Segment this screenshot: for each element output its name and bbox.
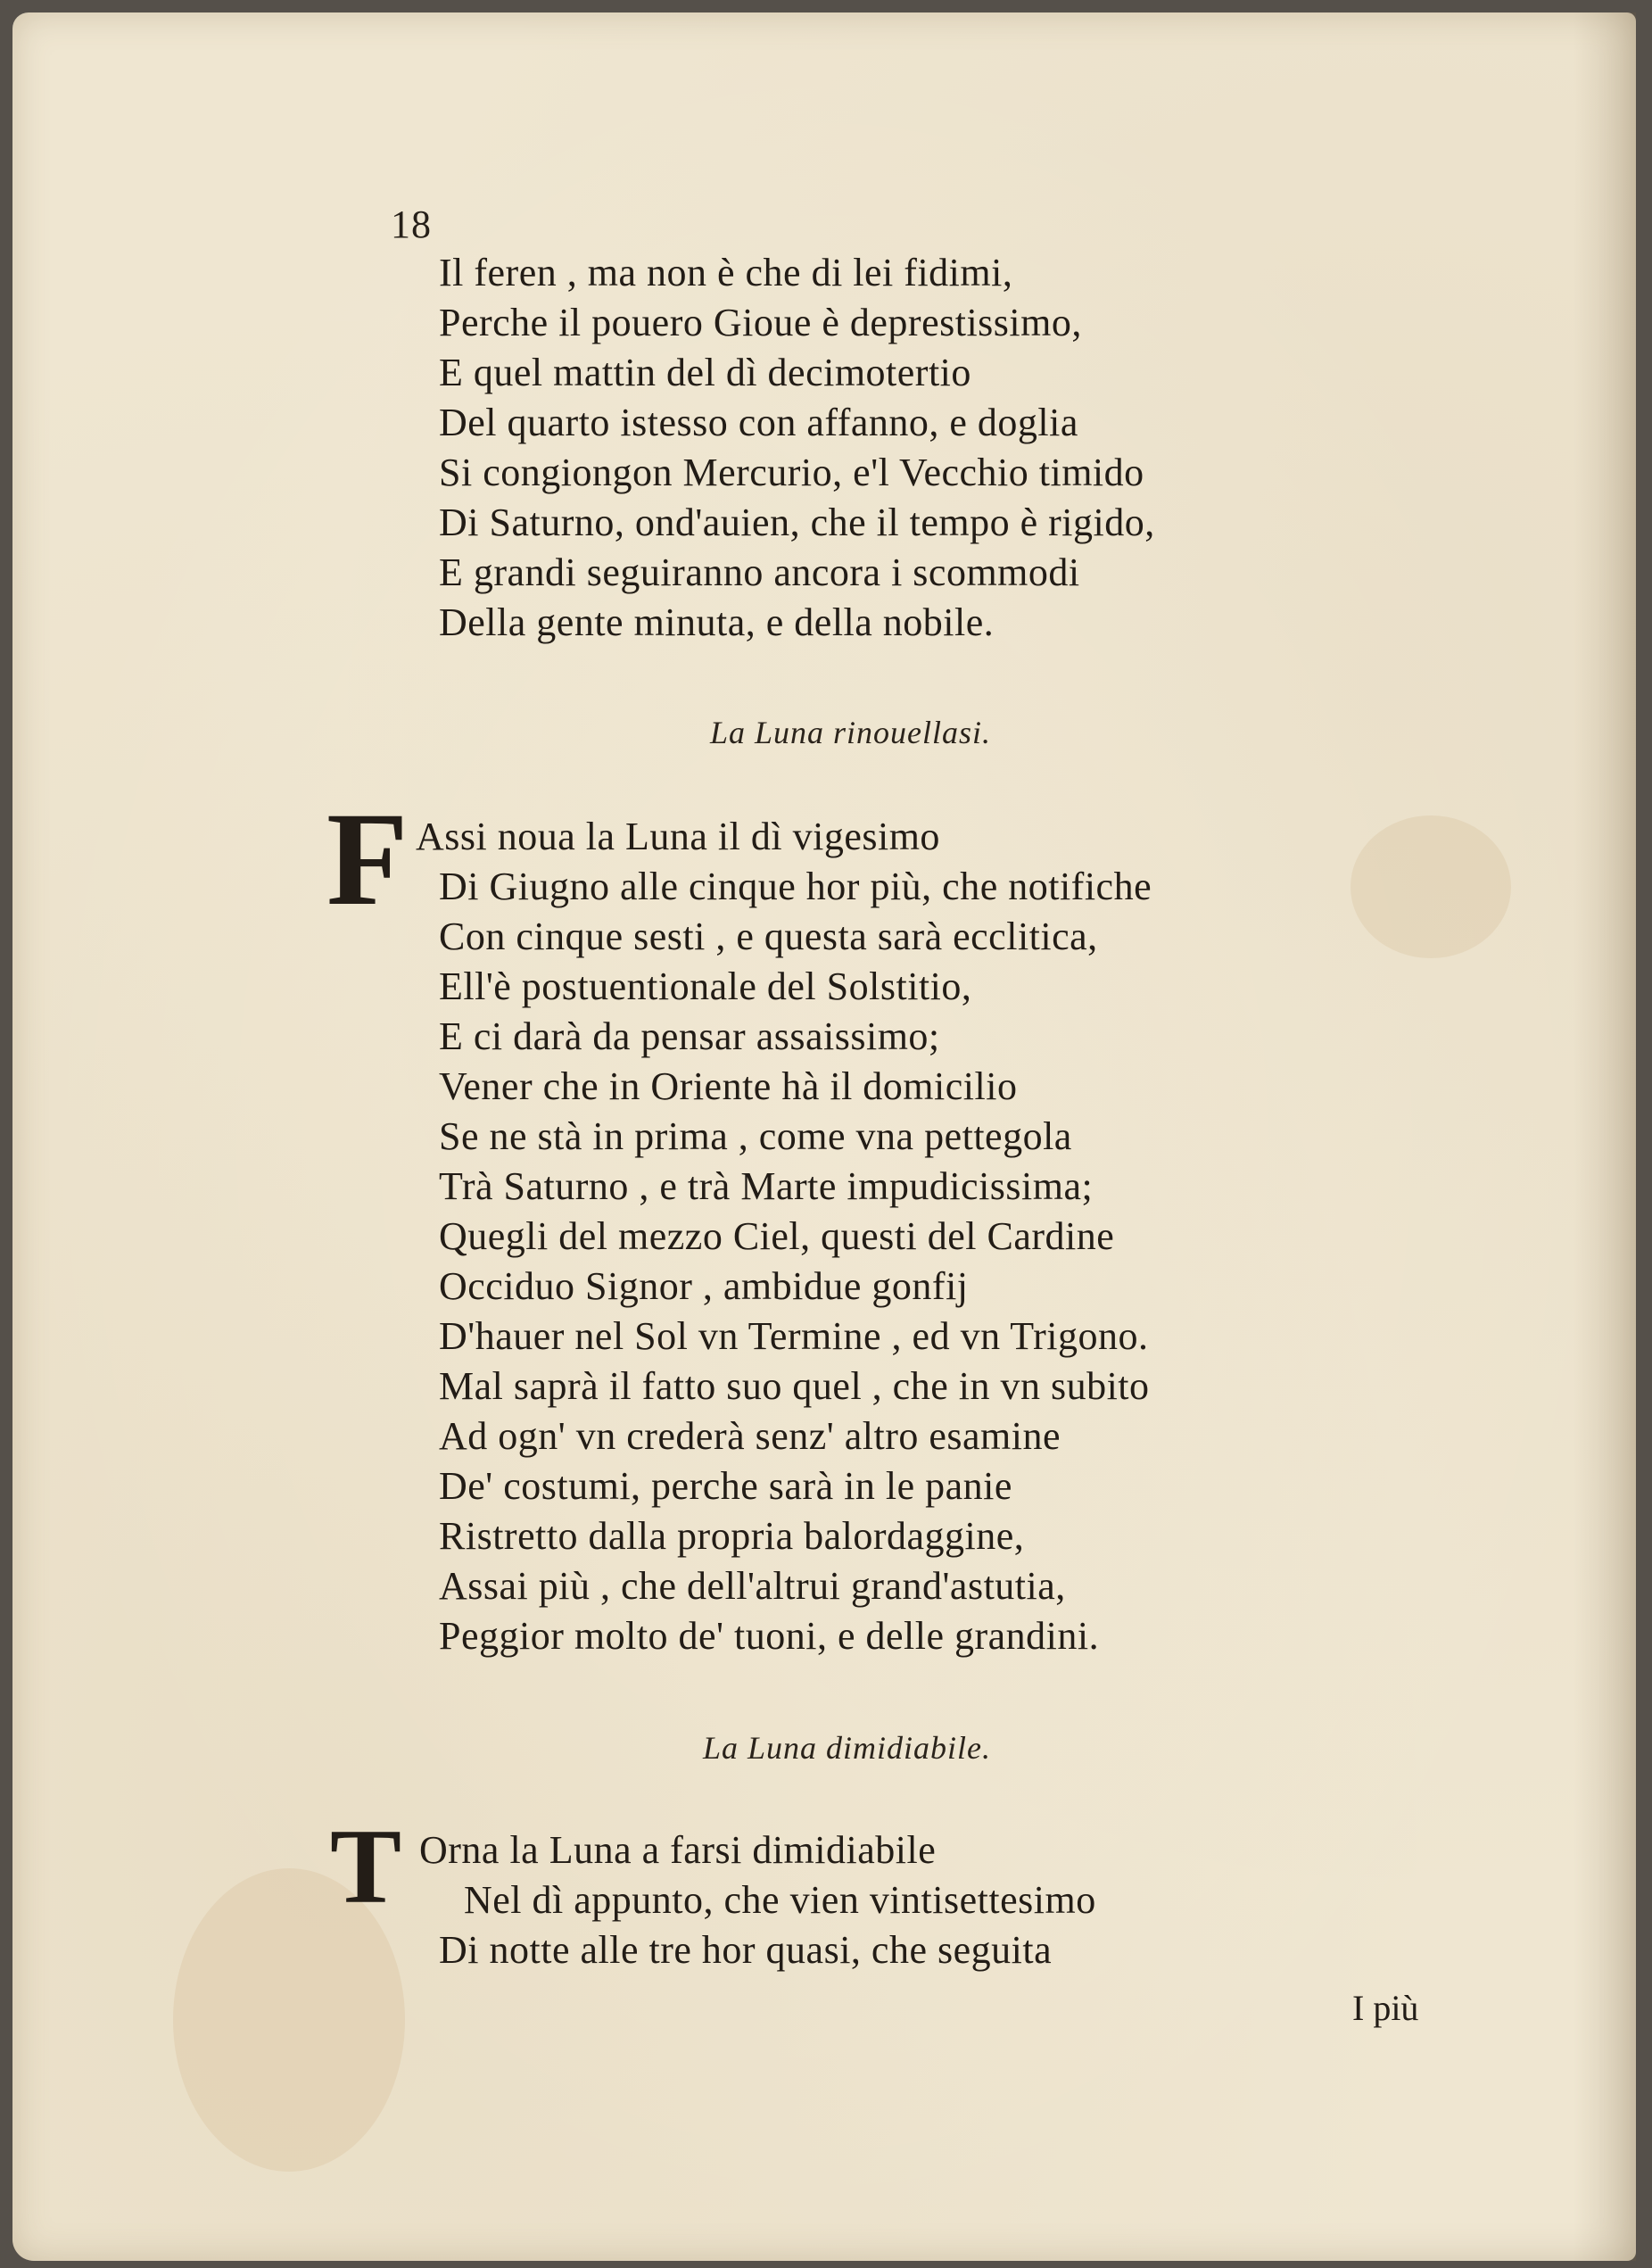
- verse-line: Quegli del mezzo Ciel, questi del Cardine: [439, 1214, 1115, 1258]
- verse-line: Perche il pouero Gioue è deprestissimo,: [439, 301, 1082, 344]
- verse-line: Se ne stà in prima , come vna pettegola: [439, 1114, 1072, 1158]
- verse-line: Il feren , ma non è che di lei fidimi,: [439, 251, 1013, 294]
- verse-line: Si congiongon Mercurio, e'l Vecchio timido: [439, 451, 1144, 494]
- verse-line: Di notte alle tre hor quasi, che seguita: [439, 1928, 1053, 1972]
- verse-line: De' costumi, perche sarà in le panie: [439, 1464, 1012, 1508]
- verse-line: Del quarto istesso con affanno, e doglia: [439, 401, 1078, 444]
- verse-line: Con cinque sesti , e questa sarà ecclitica,: [439, 915, 1098, 958]
- verse-line: Vener che in Oriente hà il domicilio: [439, 1064, 1018, 1108]
- verse-line: Ristretto dalla propria balordaggine,: [439, 1514, 1025, 1558]
- section-heading: La Luna dimidiabile.: [703, 1730, 992, 1766]
- verse-line: Della gente minuta, e della nobile.: [439, 600, 995, 644]
- verse-line: Di Saturno, ond'auien, che il tempo è rigido,: [439, 501, 1155, 544]
- verse-line: Nel dì appunto, che vien vintisettesimo: [464, 1878, 1096, 1922]
- section-heading: La Luna rinouellasi.: [710, 715, 992, 750]
- drop-cap: F: [326, 785, 409, 933]
- verse-line: D'hauer nel Sol vn Termine , ed vn Trigono.: [439, 1314, 1149, 1358]
- verse-line: Assi noua la Luna il dì vigesimo: [416, 815, 940, 858]
- verse-line: Di Giugno alle cinque hor più, che notifiche: [439, 865, 1152, 908]
- verse-line: Mal saprà il fatto suo quel , che in vn subito: [439, 1364, 1150, 1408]
- verse-line: Occiduo Signor , ambidue gonfij: [439, 1264, 969, 1308]
- verse-line: E ci darà da pensar assaissimo;: [439, 1014, 940, 1058]
- drop-cap: T: [330, 1807, 402, 1925]
- verse-line: Orna la Luna a farsi dimidiabile: [419, 1828, 937, 1872]
- verse-line: Ell'è postuentionale del Solstitio,: [439, 964, 972, 1008]
- verse-line: Peggior molto de' tuoni, e delle grandini.: [439, 1614, 1100, 1658]
- verse-line: E quel mattin del dì decimotertio: [439, 351, 971, 394]
- catchword: I più: [1352, 1988, 1419, 2028]
- verse-line: Ad ogn' vn crederà senz' altro esamine: [439, 1414, 1061, 1458]
- verse-line: Trà Saturno , e trà Marte impudicissima;: [439, 1164, 1094, 1208]
- page-number: 18: [391, 203, 432, 246]
- paper-stain: [1351, 815, 1511, 958]
- verse-line: Assai più , che dell'altrui grand'astutia,: [439, 1564, 1066, 1608]
- verse-line: E grandi seguiranno ancora i scommodi: [439, 550, 1080, 594]
- gutter-shadow: [1574, 12, 1636, 2261]
- book-page: [12, 12, 1636, 2261]
